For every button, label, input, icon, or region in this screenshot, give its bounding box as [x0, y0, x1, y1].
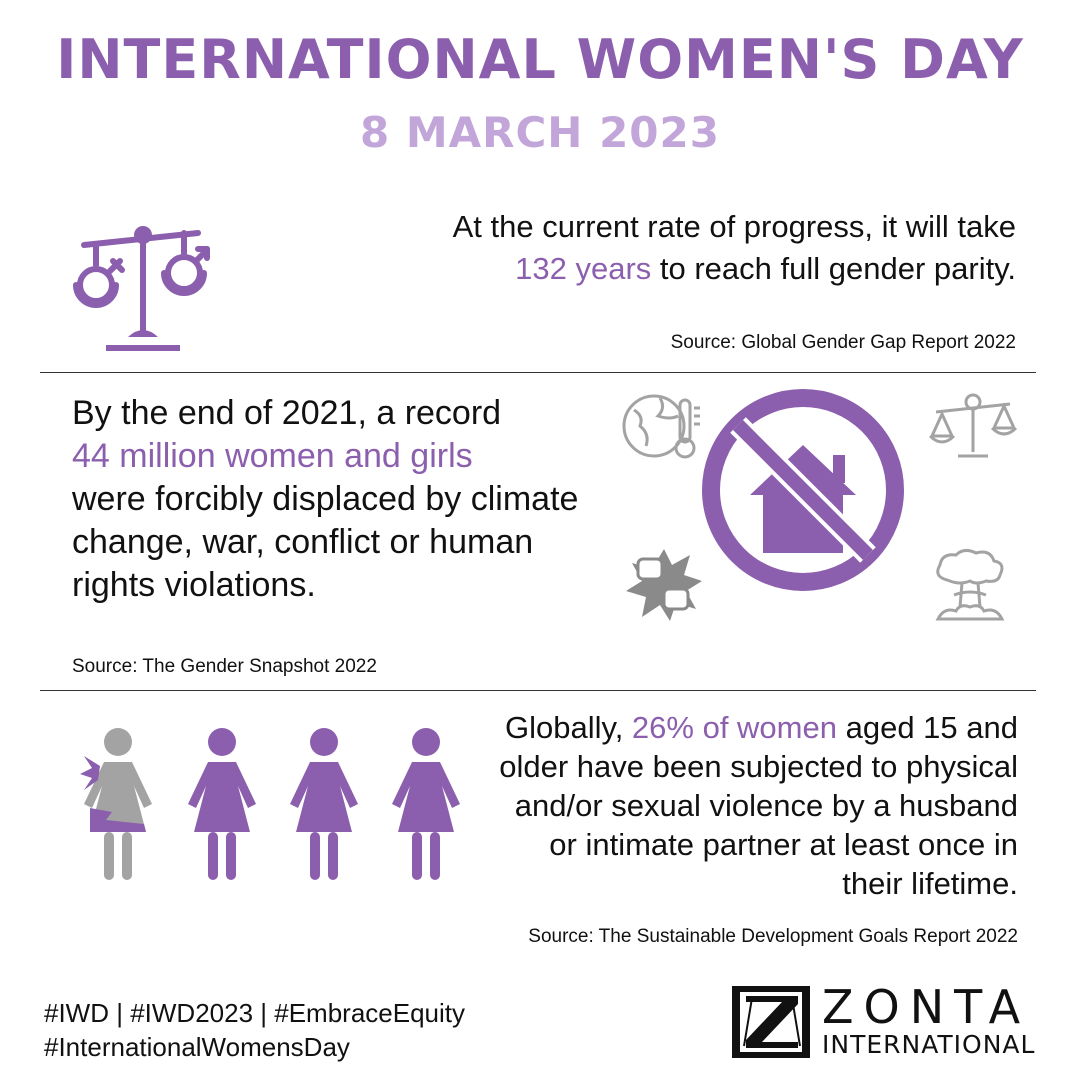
stat-gender-parity	[376, 206, 1016, 290]
hashtags	[44, 996, 465, 1064]
stat-highlight: 132 years	[515, 251, 652, 286]
hashtags-line: #InternationalWomensDay	[44, 1032, 350, 1062]
stat-highlight: 26% of women	[631, 710, 837, 745]
mushroom-cloud-icon	[930, 545, 1010, 625]
stat-highlight: 44 million women and girls	[72, 437, 473, 475]
page-title: INTERNATIONAL WOMEN'S DAY	[56, 28, 1024, 91]
source-citation: Source: The Gender Snapshot 2022	[72, 656, 377, 677]
no-home-icon	[698, 385, 908, 595]
stat-text: At the current rate of progress, it will take	[452, 209, 1016, 244]
woman-figure-icon	[70, 728, 160, 884]
zonta-logo-icon	[730, 984, 814, 1060]
stat-displacement	[72, 392, 592, 607]
woman-figure-icon	[182, 728, 262, 884]
stat-text: were forcibly displaced by climate change, war, conflict or human rights violations.	[72, 480, 579, 604]
stat-text: to reach full gender parity.	[651, 251, 1016, 286]
scales-gender-icon	[66, 205, 216, 355]
justice-scales-icon	[928, 390, 1018, 462]
woman-figure-icon	[284, 728, 364, 884]
hashtags-line: #IWD | #IWD2023 | #EmbraceEquity	[44, 998, 466, 1028]
stat-violence	[498, 708, 1018, 903]
logo-subtitle: INTERNATIONAL	[822, 1030, 1036, 1059]
woman-figure-icon	[386, 728, 466, 884]
source-citation: Source: The Sustainable Development Goals Report 2022	[528, 926, 1018, 947]
fists-conflict-icon	[624, 545, 704, 625]
globe-thermometer-icon	[620, 390, 705, 465]
section-divider	[40, 372, 1036, 373]
stat-text: Globally,	[505, 710, 632, 745]
event-date: 8 MARCH 2023	[360, 108, 720, 157]
section-divider	[40, 690, 1036, 691]
stat-text: By the end of 2021, a record	[72, 394, 502, 432]
source-citation: Source: Global Gender Gap Report 2022	[670, 332, 1016, 353]
logo-wordmark: ZONTA	[822, 980, 1031, 1034]
stat-text: aged 15 and older have been subjected to physical and/or sexual violence by a husband or intimate partner at least once in their lifetime.	[499, 710, 1018, 901]
